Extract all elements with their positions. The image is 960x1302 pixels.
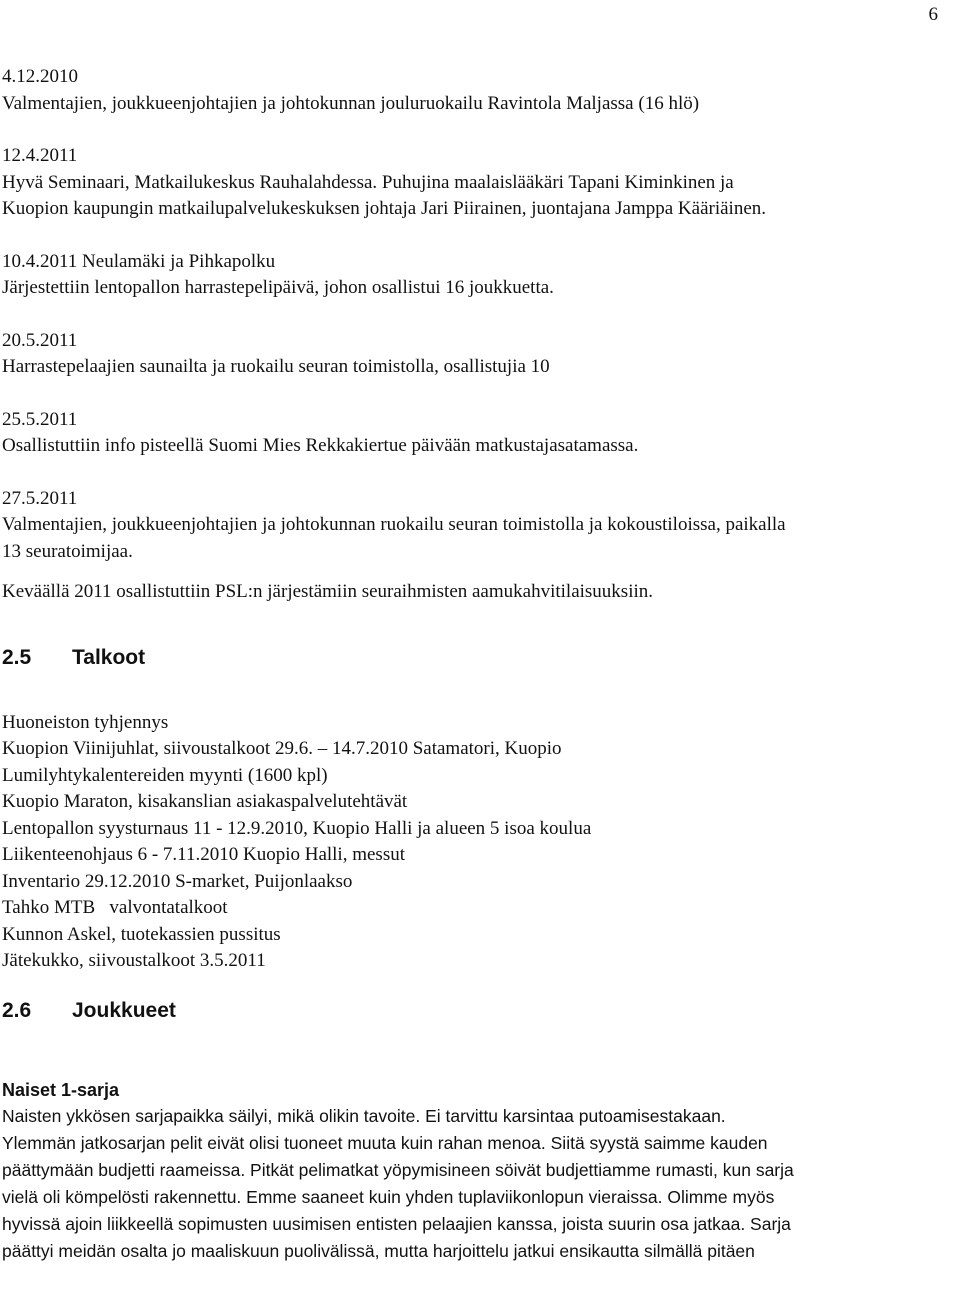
event-text: Hyvä Seminaari, Matkailukeskus Rauhalahdessa. Puhujina maalaislääkäri Tapani Kiminkinen ja	[2, 171, 734, 193]
list-item: Jätekukko, siivoustalkoot 3.5.2011	[2, 950, 266, 971]
event-entry	[2, 249, 952, 302]
event-text: Järjestettiin lentopallon harrastepelipäivä, johon osallistui 16 joukkuetta.	[2, 277, 554, 298]
paragraph-line: Naisten ykkösen sarjapaikka säilyi, mikä olikin tavoite. Ei tarvittu karsintaa putoamisestakaan.	[2, 1105, 726, 1126]
section-number: 2.6	[2, 998, 32, 1022]
section-title: Talkoot	[72, 645, 146, 669]
list-item: Lumilyhtykalentereiden myynti (1600 kpl)	[2, 764, 328, 786]
event-entry	[2, 486, 952, 566]
event-entry	[2, 143, 952, 223]
paragraph-line: Ylemmän jatkosarjan pelit eivät olisi tuoneet muuta kuin rahan menoa. Siitä syystä saimme kauden	[2, 1132, 768, 1153]
paragraph-line: päättymään budjetti raameissa. Pitkät pelimatkat yöpymisineen söivät budjettiamme rumasti, kun sarja	[2, 1159, 794, 1180]
event-date: 27.5.2011	[2, 487, 78, 509]
paragraph-line: hyvissä ajoin liikkeellä sopimusten uusimisen entisten pelaajien kanssa, joista suurin osa jatkaa. Sarja	[2, 1213, 791, 1234]
list-item: Inventario 29.12.2010 S-market, Puijonlaakso	[2, 870, 353, 892]
event-text: Valmentajien, joukkueenjohtajien ja johtokunnan ruokailu seuran toimistolla ja kokoustiloissa, paikalla	[2, 514, 786, 535]
list-item: Liikenteenohjaus 6 - 7.11.2010 Kuopio Halli, messut	[2, 844, 405, 865]
event-date: 10.4.2011 Neulamäki ja Pihkapolku	[2, 250, 276, 272]
event-date: 4.12.2010	[2, 66, 78, 87]
event-date: 25.5.2011	[2, 408, 78, 430]
event-date: 20.5.2011	[2, 329, 78, 351]
event-text: Harrastepelaajien saunailta ja ruokailu seuran toimistolla, osallistujia 10	[2, 356, 550, 377]
page-number: 6	[928, 4, 938, 25]
event-entry	[2, 64, 952, 117]
event-entry	[2, 328, 952, 381]
list-item: Kuopio Maraton, kisakanslian asiakaspalvelutehtävät	[2, 791, 408, 812]
paragraph-line: vielä oli kömpelösti rakennettu. Emme saaneet kuin yhden tuplaviikonlopun vieraissa. Olimme myös	[2, 1186, 775, 1207]
event-text: Valmentajien, joukkueenjohtajien ja johtokunnan jouluruokailu Ravintola Maljassa (16 hlö)	[2, 92, 700, 114]
document-body	[2, 64, 952, 1265]
section-title: Joukkueet	[72, 998, 176, 1022]
list-item: Tahko MTB valvontatalkoot	[2, 897, 228, 918]
event-text: Osallistuttiin info pisteellä Suomi Mies Rekkakiertue päivään matkustajasatamassa.	[2, 435, 639, 456]
paragraph-line: päättyi meidän osalta jo maaliskuun puolivälissä, mutta harjoittelu jatkui ensikautta silmällä pitäen	[2, 1240, 755, 1261]
event-date: 12.4.2011	[2, 145, 78, 166]
event-entry	[2, 407, 952, 460]
team-paragraph	[2, 1103, 952, 1265]
section-heading-joukkueet	[2, 997, 952, 1025]
team-subheading: Naiset 1-sarja	[2, 1079, 120, 1100]
list-item: Huoneiston tyhjennys	[2, 711, 169, 733]
section-number: 2.5	[2, 645, 32, 669]
event-text: 13 seuratoimijaa.	[2, 540, 133, 562]
talkoot-list	[2, 710, 952, 975]
list-item: Kunnon Askel, tuotekassien pussitus	[2, 923, 281, 945]
list-item: Kuopion Viinijuhlat, siivoustalkoot 29.6. – 14.7.2010 Satamatori, Kuopio	[2, 738, 562, 759]
event-text: Kuopion kaupungin matkailupalvelukeskuksen johtaja Jari Piirainen, juontajana Jamppa Kääriäinen.	[2, 198, 767, 219]
section-heading-talkoot	[2, 644, 952, 672]
list-item: Lentopallon syysturnaus 11 - 12.9.2010, Kuopio Halli ja alueen 5 isoa koulua	[2, 817, 592, 839]
spring-note: Keväällä 2011 osallistuttiin PSL:n järjestämiin seuraihmisten aamukahvitilaisuuksiin.	[2, 581, 654, 602]
